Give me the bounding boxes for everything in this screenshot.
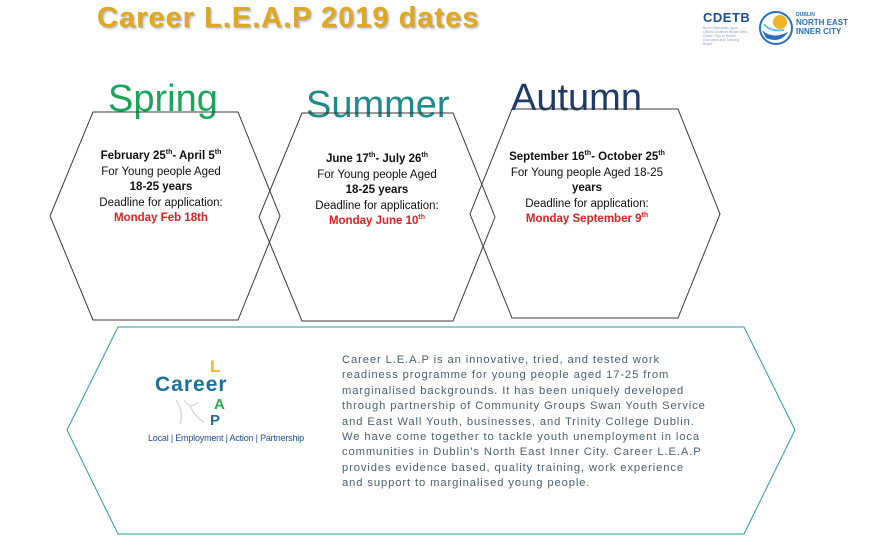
programme-description: Career L.E.A.P is an innovative, tried, and tested work readiness programme for young people aged 17-25 from marginalised backgrounds. It has been uniquely developed through partnership of Community Groups Swan Youth Service and East Wall Youth, businesses, and Trinity College Dublin. We have come together to tackle youth unemployment in loca communities in Dublin's North East Inner City. Career L.E.A.P provides evidence based, quality training, work experience and support to marginalised young people. bbox=[342, 354, 706, 490]
season-audience-spring: For Young people Aged bbox=[101, 165, 221, 178]
nei-logo-line1: NORTH EAST bbox=[796, 18, 848, 27]
logo-word-career: Career bbox=[155, 373, 228, 396]
season-age-spring: 18-25 years bbox=[129, 181, 193, 193]
season-details-summer bbox=[294, 152, 460, 230]
season-details-spring bbox=[78, 149, 244, 227]
season-title-spring: Spring bbox=[108, 78, 218, 120]
season-deadline-label-autumn: Deadline for application: bbox=[525, 197, 649, 210]
cdetb-logo-subtitle: Bord Oideachais agus Oiliúna Chathair Bhaile Átha Cliath / City of Dublin Education and Training Board bbox=[703, 26, 747, 46]
season-deadline-autumn: Monday September 9th bbox=[525, 212, 649, 225]
cdetb-logo: CDETB bbox=[703, 10, 751, 25]
season-age-summer: 18-25 years bbox=[345, 184, 409, 196]
season-title-autumn: Autumn bbox=[511, 77, 642, 119]
season-title-summer: Summer bbox=[306, 84, 450, 126]
season-deadline-label-summer: Deadline for application: bbox=[315, 199, 439, 212]
season-dates-autumn: September 16th- October 25th bbox=[509, 150, 665, 163]
career-leap-logo bbox=[140, 357, 304, 450]
season-dates-spring: February 25th- April 5th bbox=[100, 149, 222, 162]
logo-letter-l: L bbox=[210, 357, 221, 376]
nei-logo-line2: INNER CITY bbox=[796, 27, 842, 36]
season-deadline-spring: Monday Feb 18th bbox=[114, 212, 208, 224]
season-details-autumn bbox=[502, 150, 672, 228]
season-dates-summer: June 17th- July 26th bbox=[325, 152, 429, 165]
season-age-autumn: years bbox=[571, 182, 603, 194]
logo-letter-p: P bbox=[210, 412, 221, 429]
season-audience-summer: For Young people Aged bbox=[317, 168, 437, 181]
nei-logo-small: DUBLIN bbox=[796, 12, 815, 18]
logo-letter-a: A bbox=[214, 396, 225, 413]
season-deadline-summer: Monday June 10th bbox=[328, 214, 426, 227]
logo-tagline: Local | Employment | Action | Partnership bbox=[148, 433, 304, 443]
page-title: Career L.E.A.P 2019 dates bbox=[97, 2, 480, 34]
season-audience-autumn: For Young people Aged 18-25 bbox=[510, 166, 664, 179]
figure-sketch-icon bbox=[170, 396, 210, 426]
season-deadline-label-spring: Deadline for application: bbox=[99, 196, 223, 209]
